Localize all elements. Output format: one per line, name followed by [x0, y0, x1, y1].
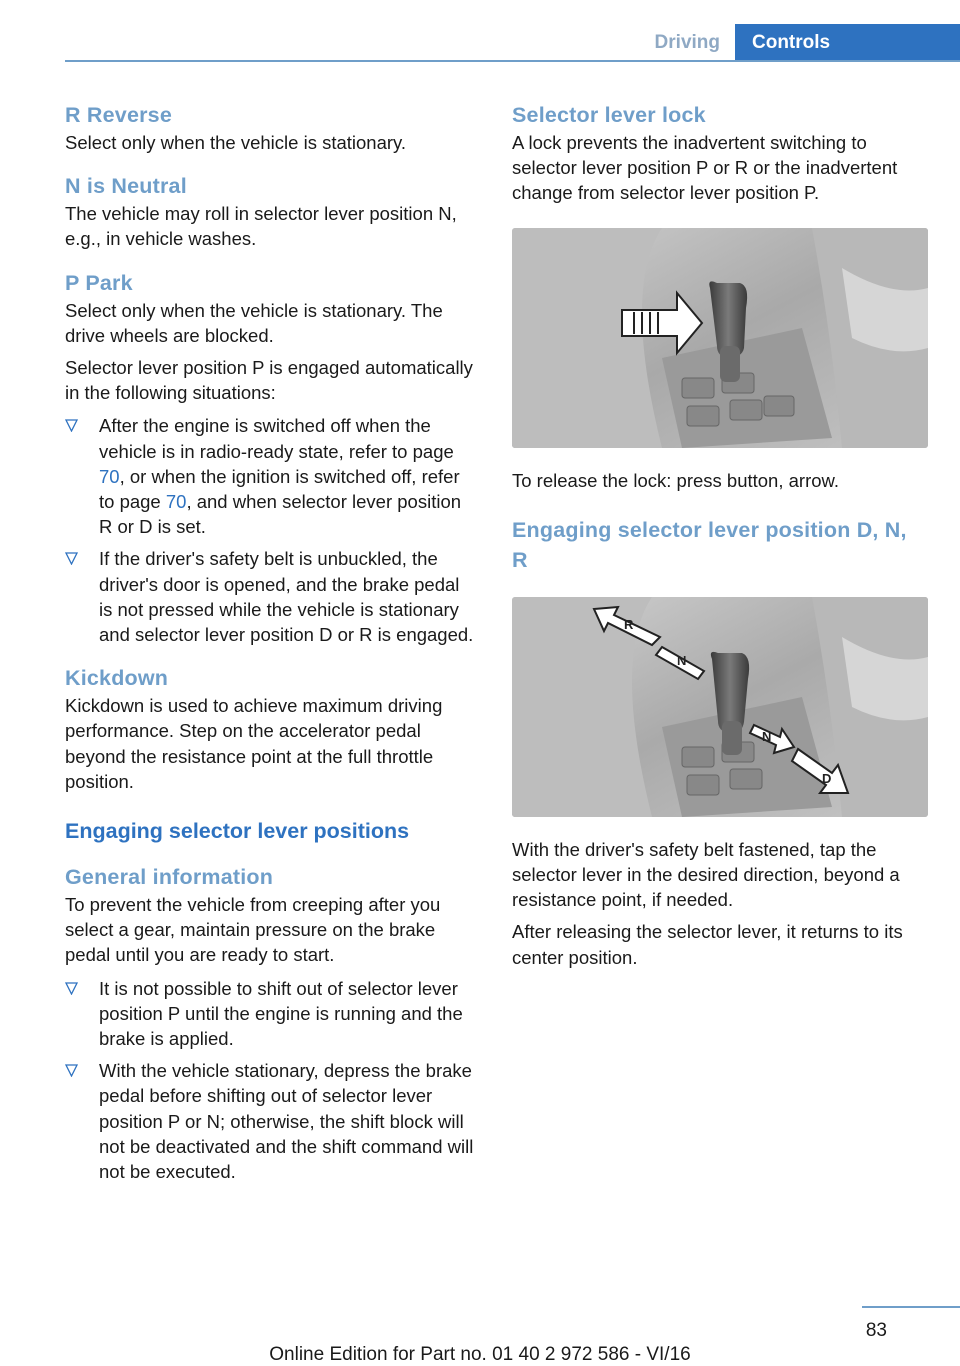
arrow-label-n-upper: N — [677, 652, 687, 668]
page-header — [0, 24, 960, 62]
bullet-text: If the driver's safety belt is unbuckled, the driver's door is opened, and the brake pedal is not pressed while the vehicle is stationary and selector lever position D or R is engaged. — [99, 548, 474, 646]
section-label: Driving — [654, 32, 720, 53]
engaging-heading: Engaging selector lever positions — [65, 819, 410, 844]
page-number: 83 — [865, 1320, 887, 1341]
selector-lever-dnr-illustration — [512, 597, 928, 817]
engage-dnr-heading: Engaging selector lever position D, N, R — [512, 517, 907, 572]
page-link[interactable]: 70 — [99, 465, 120, 487]
triangle-bullet-icon — [65, 419, 78, 432]
reverse-text: Select only when the vehicle is stationary. — [65, 132, 407, 153]
neutral-heading: N is Neutral — [65, 174, 187, 199]
park-text-1: Select only when the vehicle is stationary. The drive wheels are blocked. — [65, 299, 443, 346]
page-footer — [0, 1306, 960, 1365]
list-item — [65, 976, 477, 1052]
lock-text: A lock prevents the inadvertent switching to selector lever position P or R or the inadvertent change from selector lever position P. — [512, 132, 898, 204]
list-item — [65, 413, 477, 539]
engaging-bullet-list — [65, 976, 477, 1185]
right-column — [512, 100, 928, 970]
engage-dnr-text-2: After releasing the selector lever, it returns to its center position. — [512, 921, 903, 968]
arrow-label-r: R — [624, 616, 634, 632]
engage-dnr-text-1: With the driver's safety belt fastened, tap the selector lever in the desired direction, beyond a resistance point, if needed. — [512, 838, 900, 911]
chapter-tab: Controls — [735, 24, 960, 62]
left-column — [65, 100, 477, 1191]
list-item — [65, 546, 477, 647]
park-heading: P Park — [65, 270, 133, 295]
bullet-text: , and when selector lever position R or D is set. — [99, 491, 462, 538]
arrow-label-d: D — [822, 770, 832, 786]
bullet-text: After the engine is switched off when the vehicle is in radio-ready state, refer to page — [99, 415, 454, 462]
header-rule — [65, 60, 960, 62]
arrow-label-n-lower: N — [762, 728, 772, 744]
kickdown-heading: Kickdown — [65, 666, 169, 691]
bullet-text: With the vehicle stationary, depress the brake pedal before shifting out of selector lever position P or N; otherwise, the shift block will not be deactivated and the shift command will not be executed. — [99, 1060, 474, 1183]
park-bullet-list — [65, 413, 477, 647]
triangle-bullet-icon — [65, 1064, 78, 1077]
reverse-heading: R Reverse — [65, 103, 172, 127]
footer-rule — [862, 1306, 960, 1308]
selector-lever-lock-illustration — [512, 228, 928, 448]
bullet-text: It is not possible to shift out of selector lever position P until the engine is running and the brake is applied. — [99, 977, 463, 1050]
park-text-2: Selector lever position P is engaged automatically in the following situations: — [65, 357, 473, 404]
bullet-text: , or when the ignition is switched off, refer to page — [99, 465, 460, 513]
neutral-text: The vehicle may roll in selector lever position N, e.g., in vehicle washes. — [65, 203, 457, 250]
general-info-text: To prevent the vehicle from creeping after you select a gear, maintain pressure on the brake pedal until you are ready to start. — [65, 894, 441, 966]
lock-caption: To release the lock: press button, arrow. — [512, 469, 840, 491]
list-item — [65, 1058, 477, 1184]
edition-text: Online Edition for Part no. 01 40 2 972 586 - VI/16 — [269, 1344, 691, 1365]
triangle-bullet-icon — [65, 982, 78, 995]
kickdown-text: Kickdown is used to achieve maximum driving performance. Step on the accelerator pedal beyond the resistance point at the full throttle position. — [65, 695, 443, 792]
general-info-heading: General information — [65, 865, 274, 890]
page-link[interactable]: 70 — [165, 491, 187, 513]
triangle-bullet-icon — [65, 552, 78, 565]
lock-heading: Selector lever lock — [512, 103, 706, 127]
